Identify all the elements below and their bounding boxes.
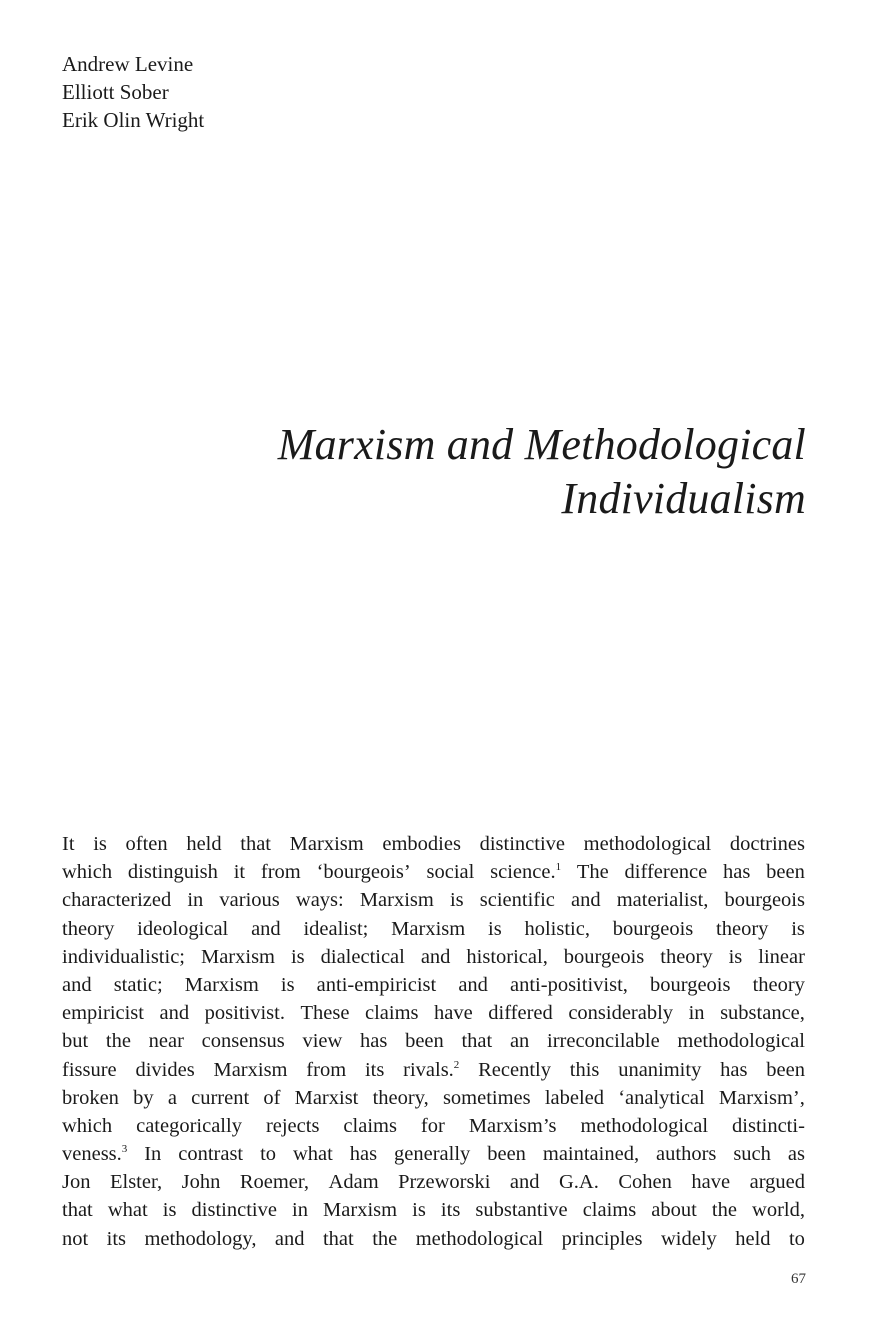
word: idealist; [303, 917, 369, 940]
word: world, [752, 1199, 805, 1222]
word: has [349, 1143, 378, 1166]
word: which [62, 1114, 113, 1137]
word: been [405, 1030, 444, 1053]
word: Marxism [200, 945, 275, 968]
word: social [426, 861, 475, 884]
word: and [159, 1002, 190, 1025]
word: which [62, 861, 113, 884]
word: has [360, 1030, 388, 1053]
author-name: Elliott Sober [62, 80, 169, 104]
word: materialist, [616, 889, 709, 912]
article-title [106, 418, 806, 526]
word: have [691, 1171, 731, 1194]
word: to [260, 1143, 277, 1166]
word: is [162, 1199, 177, 1222]
word: Recently [478, 1058, 551, 1081]
word: Marxism’, [718, 1086, 805, 1109]
word: broken [62, 1086, 119, 1109]
word: theory [752, 973, 805, 996]
word: have [434, 1002, 473, 1025]
word: theory [716, 917, 769, 940]
word: substance, [720, 1002, 805, 1025]
word: veness.$^3$ [62, 1143, 128, 1166]
word: that [461, 1030, 493, 1053]
word: current [191, 1086, 250, 1109]
word: is [488, 917, 502, 940]
word: linear [758, 945, 805, 968]
word: Cohen [618, 1171, 672, 1194]
word: rejects [265, 1114, 320, 1137]
word: as [787, 1143, 805, 1166]
word: doctrines [729, 833, 805, 855]
word: and [274, 1227, 305, 1250]
word: G.A. [559, 1171, 599, 1194]
word: from [260, 861, 301, 884]
word: Jon [62, 1171, 91, 1194]
word: to [788, 1227, 805, 1250]
word: has [723, 861, 751, 884]
word: sometimes [442, 1086, 531, 1109]
word: individualistic; [62, 945, 185, 968]
text-line [62, 858, 805, 886]
word: substantive [475, 1199, 568, 1222]
word: widely [660, 1227, 717, 1250]
word: characterized [62, 889, 172, 912]
word: ways: [295, 889, 344, 912]
word: Roemer, [239, 1171, 310, 1194]
text-line [62, 830, 805, 858]
word: bourgeois [563, 945, 645, 968]
word: Marxism [359, 889, 434, 912]
word: its [440, 1199, 461, 1222]
word: this [569, 1058, 600, 1081]
word: is [290, 945, 305, 968]
word: is [93, 833, 107, 855]
word: distincti- [732, 1114, 805, 1137]
word: methodological [580, 1114, 709, 1137]
word: static; [113, 973, 163, 996]
word: differed [488, 1002, 553, 1025]
footnote-marker[interactable]: 3 [121, 1143, 128, 1156]
word: ‘bourgeois’ [316, 861, 411, 884]
word: often [125, 833, 168, 855]
word: embodies [382, 833, 461, 855]
word: bourgeois [724, 889, 805, 912]
word: near [148, 1030, 184, 1053]
word: been [766, 861, 805, 884]
word: generally [394, 1143, 471, 1166]
word: that [62, 1199, 93, 1222]
word: methodological [415, 1227, 544, 1250]
word: distinguish [127, 861, 218, 884]
word: bourgeois [649, 973, 731, 996]
word: an [509, 1030, 530, 1053]
word: maintained, [542, 1143, 640, 1166]
word: Marxism [289, 833, 364, 855]
text-line [62, 999, 805, 1027]
word: is [412, 1199, 426, 1222]
word: that [322, 1227, 354, 1250]
word: empiricist [62, 1002, 144, 1025]
word: anti-empiricist [316, 973, 437, 996]
word: holistic, [524, 917, 590, 940]
text-line [62, 971, 805, 999]
word: in [688, 1002, 705, 1025]
word: It [62, 833, 75, 855]
word: Marxism [323, 1199, 398, 1222]
word: rivals.$^2$ [403, 1058, 460, 1081]
word: consensus [201, 1030, 285, 1053]
text-line [62, 1168, 805, 1196]
text-line [62, 1056, 805, 1084]
word: historical, [466, 945, 548, 968]
word: distinctive [191, 1199, 277, 1222]
text-line [62, 1196, 805, 1224]
article-title-line: Marxism and Methodological [277, 420, 806, 469]
word: its [106, 1227, 127, 1250]
word: and [62, 973, 92, 996]
word: methodological [677, 1030, 805, 1053]
word: and [251, 917, 281, 940]
word: claims [582, 1199, 637, 1222]
word: of [263, 1086, 281, 1109]
word: held [186, 833, 222, 855]
word: considerably [568, 1002, 674, 1025]
word: from [306, 1058, 347, 1081]
word: a [167, 1086, 177, 1109]
word: theory [660, 945, 713, 968]
word: its [364, 1058, 385, 1081]
word: the [372, 1227, 398, 1250]
text-line [62, 1084, 805, 1112]
word: and [571, 889, 601, 912]
body-paragraph [62, 830, 805, 1253]
author-name: Erik Olin Wright [62, 108, 205, 132]
word: about [651, 1199, 697, 1222]
word: Marxist [294, 1086, 359, 1109]
text-line [62, 943, 805, 971]
word: the [711, 1199, 737, 1222]
word: distinctive [479, 833, 565, 855]
word: been [766, 1058, 805, 1081]
word: is [791, 917, 805, 940]
word: fissure [62, 1058, 117, 1081]
word: what [107, 1199, 148, 1222]
word: divides [135, 1058, 195, 1081]
word: held [735, 1227, 771, 1250]
word: that [240, 833, 272, 855]
word: difference [624, 861, 708, 884]
word: authors [656, 1143, 717, 1166]
word: has [720, 1058, 748, 1081]
word: not [62, 1227, 89, 1250]
word: ideological [137, 917, 229, 940]
word: categorically [136, 1114, 242, 1137]
word: claims [364, 1002, 419, 1025]
word: in [292, 1199, 308, 1222]
text-line [62, 1140, 805, 1168]
word: the [105, 1030, 131, 1053]
word: In [144, 1143, 162, 1166]
article-title-line: Individualism [561, 474, 806, 523]
word: The [576, 861, 609, 884]
text-line [62, 1225, 805, 1253]
word: Marxism [184, 973, 259, 996]
word: ‘analytical [618, 1086, 705, 1109]
word: contrast [178, 1143, 244, 1166]
author-name: Andrew Levine [62, 52, 194, 76]
word: but [62, 1030, 89, 1053]
word: Przeworski [398, 1171, 491, 1194]
word: for [420, 1114, 445, 1137]
word: argued [749, 1171, 805, 1194]
word: These [300, 1002, 350, 1025]
word: view [302, 1030, 343, 1053]
word: in [187, 889, 204, 912]
word: various [219, 889, 280, 912]
word: Adam [328, 1171, 379, 1194]
word: by [133, 1086, 154, 1109]
word: science.$^1$ [490, 861, 562, 884]
word: dialectical [320, 945, 405, 968]
word: theory [62, 917, 115, 940]
footnote-marker[interactable]: 2 [453, 1058, 460, 1071]
word: anti-positivist, [510, 973, 628, 996]
word: and [509, 1171, 540, 1194]
word: positivist. [204, 1002, 285, 1025]
word: Marxism [213, 1058, 288, 1081]
word: irreconcilable [547, 1030, 660, 1053]
page-number: 67 [791, 1271, 806, 1287]
word: scientific [479, 889, 555, 912]
word: is [280, 973, 295, 996]
word: and [420, 945, 451, 968]
word: such [733, 1143, 771, 1166]
text-line [62, 1027, 805, 1055]
word: been [487, 1143, 526, 1166]
word: John [181, 1171, 221, 1194]
text-line [62, 1112, 805, 1140]
word: principles [561, 1227, 643, 1250]
word: theory, [372, 1086, 429, 1109]
word: methodology, [144, 1227, 257, 1250]
word: bourgeois [612, 917, 694, 940]
word: methodological [583, 833, 712, 855]
word: is [728, 945, 743, 968]
word: what [292, 1143, 333, 1166]
author-list [62, 50, 204, 134]
text-line [62, 886, 805, 914]
word: Marxism’s [468, 1114, 557, 1137]
word: it [233, 861, 246, 884]
word: and [458, 973, 488, 996]
word: labeled [544, 1086, 605, 1109]
word: is [449, 889, 464, 912]
footnote-marker[interactable]: 1 [555, 861, 562, 874]
word: claims [343, 1114, 397, 1137]
text-line [62, 915, 805, 943]
word: Elster, [109, 1171, 163, 1194]
word: unanimity [618, 1058, 702, 1081]
word: Marxism [391, 917, 466, 940]
